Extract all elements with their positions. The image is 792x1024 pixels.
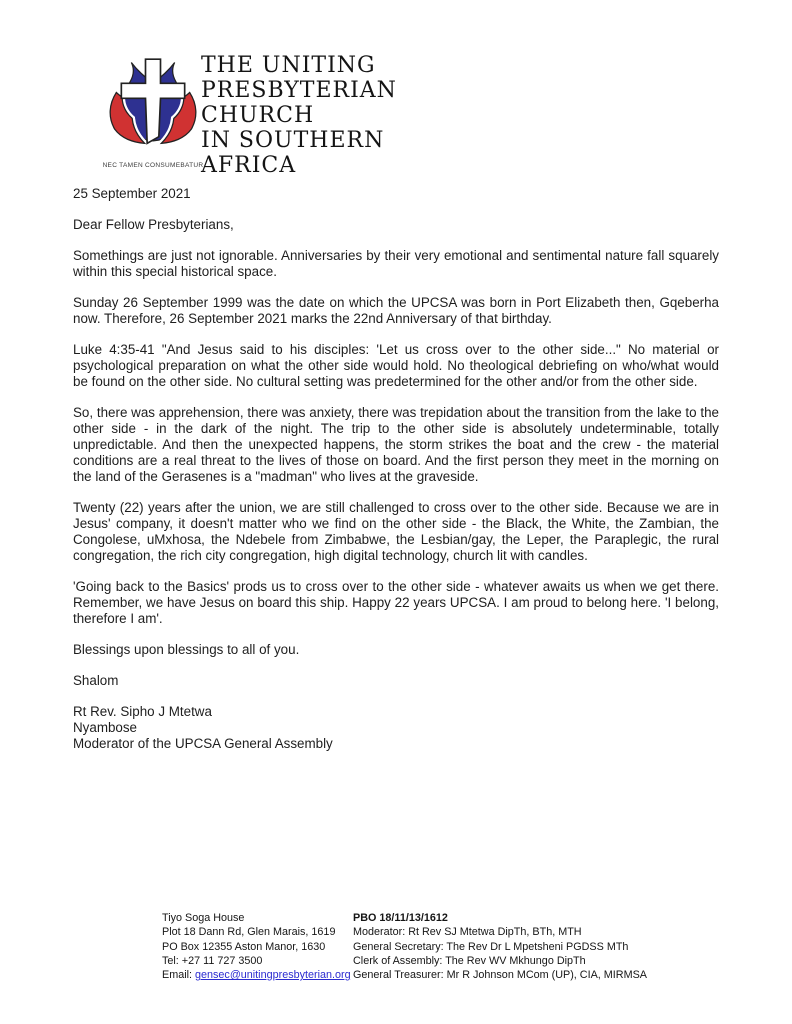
org-name-line: PRESBYTERIAN: [201, 78, 397, 103]
pbo-number: PBO 18/11/13/1612: [353, 912, 448, 924]
paragraph-anniversaries: Somethings are just not ignorable. Anniversaries by their very emotional and sentimental nature fall squarely within this special historical space.: [73, 248, 719, 279]
org-name-line: IN SOUTHERN: [201, 128, 385, 153]
footer-clerk: Clerk of Assembly: The Rev WV Mkhungo DipTh: [353, 954, 586, 967]
signature-clan-name: Nyambose: [73, 720, 138, 735]
letter-body: [73, 186, 719, 752]
church-logo: [102, 54, 204, 169]
footer-address: [162, 911, 353, 982]
signature-name: Rt Rev. Sipho J Mtetwa: [73, 704, 212, 719]
paragraph-luke: Luke 4:35-41 "And Jesus said to his disciples: 'Let us cross over to the other side..." No material or psychological preparation on what the other side would hold. No theological debriefing on who/what would be found on the other side. No cultural setting was predetermined for the other and/or from the other side.: [73, 342, 719, 389]
org-name-line: AFRICA: [201, 153, 297, 178]
footer-officials: [353, 911, 647, 982]
paragraph-birthday: Sunday 26 September 1999 was the date on which the UPCSA was born in Port Elizabeth then, Gqeberha now. Therefore, 26 September 2021 marks the 22nd Anniversary of that birthday.: [73, 295, 719, 326]
footer-house: Tiyo Soga House: [162, 912, 245, 924]
salutation: Dear Fellow Presbyterians,: [73, 217, 234, 232]
closing-blessings: Blessings upon blessings to all of you.: [73, 642, 300, 657]
signature-title: Moderator of the UPCSA General Assembly: [73, 736, 333, 751]
letterhead-footer: [162, 911, 647, 982]
org-name-line: CHURCH: [201, 103, 315, 128]
footer-general-secretary: General Secretary: The Rev Dr L Mpetsheni PGDSS MTh: [353, 940, 629, 953]
letter-date: 25 September 2021: [73, 186, 191, 201]
logo-motto: NEC TAMEN CONSUMEBATUR: [102, 162, 204, 169]
signature-block: [73, 704, 719, 752]
footer-moderator: Moderator: Rt Rev SJ Mtetwa DipTh, BTh, MTH: [353, 926, 582, 939]
org-name: [201, 53, 397, 178]
footer-pobox: PO Box 12355 Aston Manor, 1630: [162, 940, 326, 953]
closing-shalom: Shalom: [73, 673, 119, 688]
footer-street: Plot 18 Dann Rd, Glen Marais, 1619: [162, 926, 336, 939]
footer-email-line: [162, 968, 353, 982]
paragraph-basics: 'Going back to the Basics' prods us to cross over to the other side - whatever awaits us when we get there. Remember, we have Jesus on board this ship. Happy 22 years UPCSA. I am proud to belong here. 'I belong, therefore I am'.: [73, 579, 719, 626]
org-name-line: THE UNITING: [201, 53, 376, 78]
footer-tel: Tel: +27 11 727 3500: [162, 954, 263, 967]
church-logo-icon: [103, 54, 203, 161]
paragraph-twenty-years: Twenty (22) years after the union, we are still challenged to cross over to the other side. Because we are in Jesus' company, it doesn't matter who we find on the other side - the Black, the White, the Zambian, the Congolese, uMxhosa, the Ndebele from Zimbabwe, the Lesbian/gay, the Leper, the Paraplegic, the rural congregation, the rich city congregation, high digital technology, church lit with candles.: [73, 500, 719, 563]
email-label: Email:: [162, 969, 192, 982]
footer-treasurer: General Treasurer: Mr R Johnson MCom (UP), CIA, MIRMSA: [353, 969, 647, 982]
email-link[interactable]: gensec@unitingpresbyterian.org: [195, 969, 351, 982]
paragraph-apprehension: So, there was apprehension, there was anxiety, there was trepidation about the transition from the lake to the other side - in the dark of the night. The trip to the other side is absolutely undeterminable, totally unpredictable. And then the unexpected happens, the storm strikes the boat and the crew - the material conditions are a real threat to the lives of those on board. And the first person they meet in the morning on the land of the Gerasenes is a "madman" who lives at the graveside.: [73, 405, 719, 484]
